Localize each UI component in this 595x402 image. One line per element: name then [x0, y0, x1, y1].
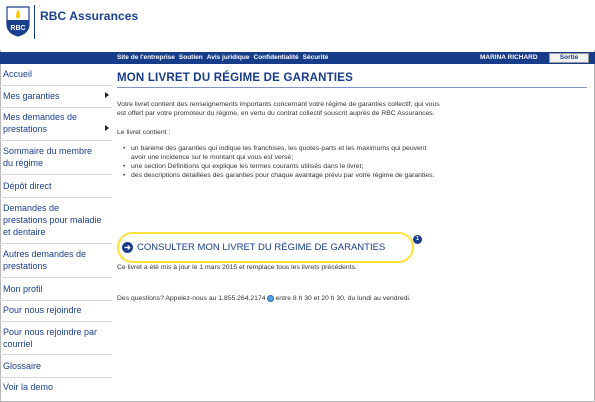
sidebar-item-my-profile[interactable] — [0, 283, 112, 295]
sidebar-item-other-claims[interactable] — [0, 248, 112, 272]
sidebar-item-label: Accueil — [3, 69, 33, 79]
chevron-right-icon — [105, 125, 109, 131]
sidebar-item-health-dental-claims[interactable] — [0, 202, 112, 238]
sidebar-item-label: Mon profil — [3, 284, 43, 294]
list-item: • des descriptions détaillées des garanties pour chaque avantage prévu par votre régime de garanties. — [123, 171, 443, 180]
sidebar-item-label: Demandes de prestations pour maladie et dentaire — [3, 203, 102, 237]
svg-text:RBC: RBC — [10, 25, 26, 32]
sidebar-item-demo[interactable] — [0, 381, 112, 393]
sidebar-divider — [0, 174, 112, 175]
topnav-link-legal[interactable]: Avis juridique — [206, 54, 250, 61]
topnav-link-security[interactable]: Sécurité — [302, 54, 329, 61]
logout-button[interactable]: Sortie — [549, 53, 589, 63]
sidebar-item-my-claims[interactable] — [0, 111, 112, 135]
sidebar-item-direct-deposit[interactable] — [0, 180, 112, 192]
arrow-right-icon: ➜ — [122, 242, 133, 253]
booklet-updated-note: Ce livret a été mis à jour le 1 mars 2015 et remplace tous les livrets précédents. — [117, 264, 357, 271]
chevron-right-icon — [105, 92, 109, 98]
top-navigation-bar — [0, 52, 595, 64]
sidebar-item-label: Mes garanties — [3, 91, 60, 101]
booklet-contents-list — [123, 144, 443, 180]
sidebar-item-label: Voir la demo — [3, 382, 54, 392]
sidebar-item-label: Sommaire du membre du régime — [3, 146, 93, 168]
view-booklet-link[interactable] — [122, 237, 385, 257]
sidebar-item-label: Autres demandes de prestations — [3, 249, 87, 271]
topnav-link-corporate-site[interactable]: Site de l'entreprise — [117, 54, 175, 61]
sidebar-divider — [0, 300, 112, 301]
questions-text: Des questions? Appelez-nous au 1.855.264.2174 — [117, 295, 266, 302]
booklet-contains-label: Le livret contient : — [117, 129, 171, 136]
contact-phone-note — [117, 294, 411, 303]
sidebar-divider — [0, 354, 112, 355]
title-divider — [117, 87, 587, 88]
phone-call-icon[interactable] — [267, 295, 274, 302]
sidebar-item-my-coverage[interactable] — [0, 90, 112, 102]
page-title: MON LIVRET DU RÉGIME DE GARANTIES — [117, 72, 353, 84]
hours-text: entre 8 h 30 et 20 h 30, du lundi au vendredi. — [275, 295, 411, 302]
sidebar-item-contact-by-email[interactable] — [0, 326, 112, 350]
list-item: • une section Définitions qui explique les termes courants utilisés dans le livret; — [123, 162, 443, 171]
sidebar-divider — [0, 140, 112, 141]
sidebar-item-member-summary[interactable] — [0, 145, 112, 169]
sidebar-divider — [0, 197, 112, 198]
sidebar-item-glossary[interactable] — [0, 360, 112, 372]
logo-divider — [34, 5, 35, 39]
list-item: • un barème des garanties qui indique les franchises, les quotes-parts et les maximums qui peuvent avoir une incidence sur le montant qui vous est versé; — [123, 144, 443, 162]
rbc-logo — [5, 6, 31, 37]
brand-name: RBC Assurances — [40, 9, 139, 23]
sidebar-item-home[interactable] — [0, 68, 112, 80]
intro-paragraph: Votre livret contient des renseignements importants concernant votre régime de garanties collectif, qui vous est offert par votre promoteur du régime, en vertu du contrat collectif souscrit auprès de RBC Assurances. — [117, 101, 440, 117]
sidebar-item-label: Mes demandes de prestations — [3, 112, 78, 134]
topnav-links — [117, 52, 328, 64]
topnav-link-support[interactable]: Soutien — [178, 54, 203, 61]
sidebar-divider — [0, 107, 112, 108]
sidebar-item-contact-us[interactable] — [0, 304, 112, 316]
view-booklet-label: CONSULTER MON LIVRET DU RÉGIME DE GARANTIES — [137, 241, 386, 253]
header — [0, 0, 595, 50]
sidebar-divider — [0, 377, 112, 378]
topnav-link-privacy[interactable]: Confidentialité — [253, 54, 299, 61]
sidebar-item-label: Pour nous rejoindre — [3, 305, 82, 315]
sidebar-item-label: Pour nous rejoindre par courriel — [3, 327, 98, 349]
sidebar-divider — [0, 243, 112, 244]
sidebar-divider — [0, 277, 112, 278]
sidebar-item-label: Dépôt direct — [3, 181, 52, 191]
sidebar — [0, 65, 112, 402]
sidebar-divider — [0, 85, 112, 86]
sidebar-divider — [0, 321, 112, 322]
sidebar-item-label: Glossaire — [3, 361, 42, 371]
user-name: MARINA RICHARD — [480, 54, 538, 61]
callout-badge: 1 — [413, 235, 422, 244]
